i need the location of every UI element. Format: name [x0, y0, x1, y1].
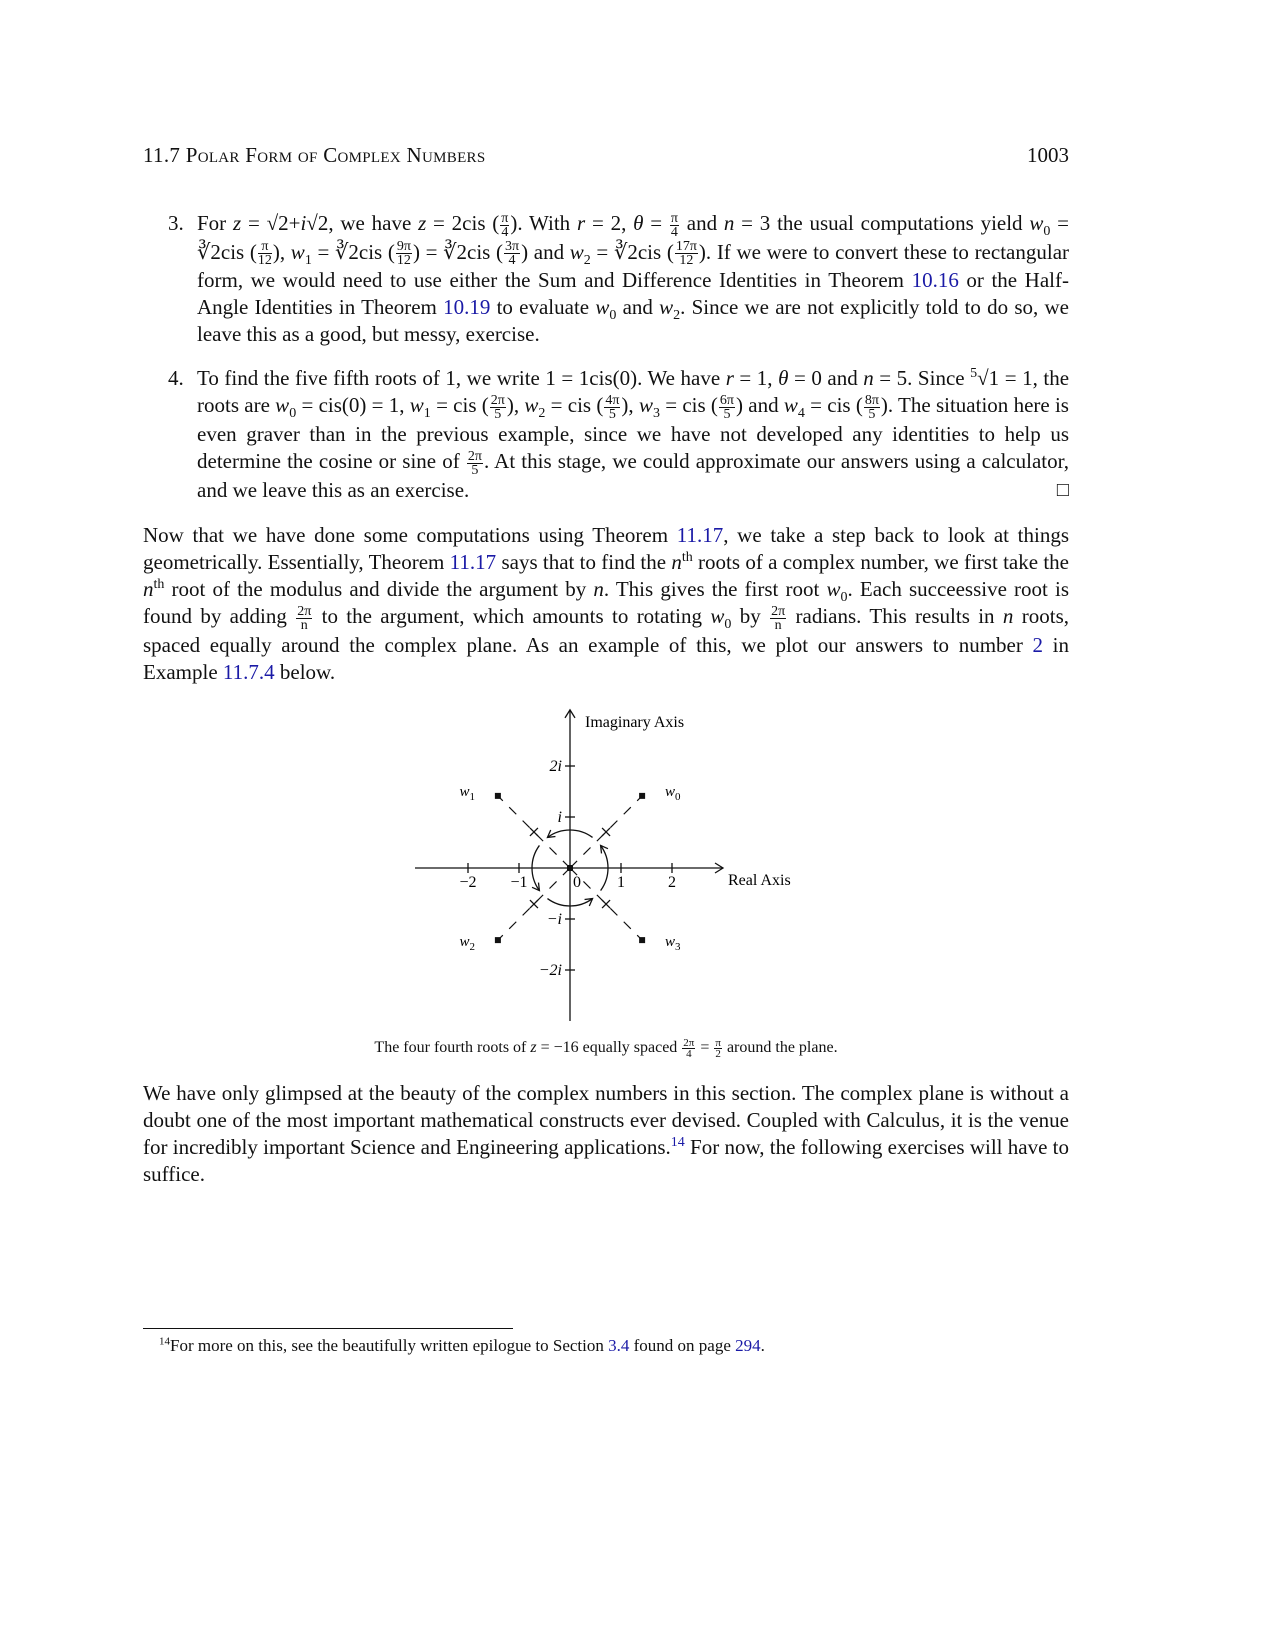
y-tick-label: i — [557, 809, 562, 826]
cross-mark-icon — [602, 900, 610, 908]
x-tick-label: −1 — [510, 874, 528, 891]
text-run: ). With — [510, 211, 577, 235]
subscript: 2 — [673, 308, 681, 324]
subscript: 0 — [289, 406, 297, 422]
fraction — [490, 394, 506, 421]
text-run: = 2cis ( — [426, 211, 500, 235]
text-run: roots, spaced equally around the complex plane. As an example of this, we plot our answers to number — [143, 604, 1070, 657]
text-run: For now, the following exercises will have to suffice. — [143, 1135, 1069, 1186]
text-run: = ∛2cis ( — [590, 239, 674, 264]
footnote-marker-link[interactable]: 14 — [670, 1135, 685, 1150]
cross-mark-icon — [530, 828, 538, 836]
cross-reference-link[interactable]: 11.7.4 — [222, 659, 275, 684]
root-label-base: w — [459, 783, 470, 800]
y-tick-label: −2i — [538, 962, 562, 979]
denominator: 5 — [608, 407, 616, 423]
text-run: . Since we are not explicitly told to do so, we leave this as a good, but messy, exercise. — [197, 295, 1069, 347]
fraction — [604, 394, 620, 421]
root-label-base: w — [459, 934, 470, 951]
root-label-subscript: 0 — [674, 790, 681, 803]
text-run: = — [643, 211, 669, 235]
math-variable: w — [524, 393, 539, 418]
superscript: th — [681, 550, 693, 565]
numerator: 2π — [297, 603, 312, 619]
numerator: 9π — [396, 239, 411, 255]
text-run: = cis ( — [430, 393, 489, 418]
text-run: For more on this, see the beautifully written epilogue to Section — [170, 1336, 609, 1355]
complex-plane-figure — [413, 700, 813, 1030]
math-variable: z — [418, 211, 427, 235]
text-run: = cis(0) = 1, — [296, 393, 410, 418]
text-run: and — [616, 295, 660, 320]
subscript: 1 — [304, 252, 312, 268]
text-run: ), — [621, 393, 639, 418]
text-run: √2, we have — [306, 211, 419, 235]
numerator: π — [715, 1036, 721, 1049]
subscript: 0 — [1043, 224, 1051, 240]
math-variable: θ — [633, 211, 644, 235]
text-run: √1 = 1, the roots are — [197, 366, 1070, 418]
math-variable: n — [143, 577, 154, 601]
text-run: = ∛2cis ( — [197, 211, 1070, 264]
denominator: 5 — [723, 407, 731, 423]
cross-reference-link[interactable]: 11.17 — [676, 523, 724, 547]
numerator: 2π — [771, 603, 786, 619]
text-run: ). The situation here is even graver than in the previous example, since we have not developed any identities to help us determine the cosine or sine of — [197, 393, 1069, 474]
subscript: 1 — [423, 406, 431, 422]
text-run: ), — [506, 393, 525, 418]
math-variable: w — [659, 295, 674, 320]
text-run: says that to find the — [496, 550, 672, 574]
root-label — [460, 934, 476, 953]
fraction — [670, 212, 679, 239]
footnote — [159, 1332, 1059, 1359]
y-tick-label: 2i — [549, 758, 562, 775]
cross-reference-link[interactable]: 10.16 — [911, 268, 959, 293]
cross-mark-icon — [602, 828, 610, 836]
fraction — [864, 394, 880, 421]
cross-reference-link[interactable]: 2 — [1032, 632, 1043, 657]
text-run: = 5. Since — [873, 366, 971, 391]
superscript: 14 — [159, 1335, 170, 1348]
fraction — [675, 240, 698, 267]
cross-reference-link[interactable]: 10.19 — [443, 295, 491, 320]
text-run: = −16 equally spaced — [536, 1039, 682, 1056]
text-run: and — [679, 211, 724, 235]
denominator: 4 — [686, 1047, 692, 1060]
math-variable: w — [783, 393, 798, 418]
page-number: 1003 — [1027, 143, 1069, 167]
root-label — [460, 784, 476, 803]
text-run: = √2+ — [241, 211, 301, 235]
fraction — [296, 605, 312, 632]
text-run: . This gives the first root — [603, 577, 827, 601]
denominator: n — [774, 617, 782, 633]
section-title: 11.7 Polar Form of Complex Numbers — [143, 143, 486, 167]
root-point — [495, 793, 501, 799]
text-run: = cis ( — [804, 393, 863, 418]
text-run: . Each succeessive root is found by adding — [143, 577, 1069, 628]
text-run: below. — [274, 659, 336, 684]
root-label-base: w — [664, 783, 675, 800]
math-variable: r — [725, 366, 734, 391]
math-variable: n — [593, 577, 604, 601]
text-run: around the plane. — [722, 1039, 838, 1056]
math-variable: w — [710, 604, 725, 628]
text-run: , we take a step back to look at things geometrically. Essentially, Theorem — [143, 523, 1069, 574]
fraction — [500, 212, 509, 239]
root-label-subscript: 2 — [469, 941, 476, 954]
cross-reference-link[interactable]: 11.17 — [449, 550, 497, 574]
y-tick-label: −i — [546, 911, 562, 928]
fraction — [258, 240, 272, 267]
numerator: π — [501, 210, 509, 226]
text-run: = 1, — [733, 366, 779, 391]
math-variable: w — [595, 295, 610, 320]
origin-label: 0 — [573, 874, 581, 891]
math-variable: θ — [778, 366, 789, 391]
subscript: 2 — [583, 252, 591, 268]
x-axis-label: Real Axis — [728, 872, 791, 889]
subscript: 4 — [797, 406, 805, 422]
text-run: root of the modulus and divide the argument by — [164, 577, 594, 601]
text-run: = 2, — [585, 211, 634, 235]
denominator: 4 — [508, 253, 516, 269]
fraction — [682, 1038, 695, 1059]
text-run: . At this stage, we could approximate our answers using a calculator, and we leave this as an exercise. — [197, 449, 1069, 502]
math-variable: w — [826, 577, 841, 601]
math-variable: w — [409, 393, 424, 418]
math-variable: w — [290, 239, 305, 264]
y-axis-label: Imaginary Axis — [585, 713, 685, 731]
denominator: 4 — [670, 224, 678, 240]
text-run: roots of a complex number, we first take the — [692, 550, 1069, 574]
math-variable: z — [530, 1039, 537, 1056]
superscript: 5 — [970, 366, 978, 382]
text-run: to the argument, which amounts to rotating — [313, 604, 711, 628]
text-run: in Example — [143, 632, 1069, 684]
fraction — [396, 240, 412, 267]
figure-caption — [143, 1034, 1069, 1061]
x-tick-label: 2 — [668, 874, 676, 891]
math-variable: n — [723, 211, 735, 235]
text-run: or the Half-Angle Identities in Theorem — [197, 268, 1069, 320]
x-tick-label: −2 — [459, 874, 477, 891]
math-variable: n — [671, 550, 682, 574]
x-tick-label: 1 — [617, 874, 625, 891]
text-run: ). If we were to convert these to rectangular form, we would need to use either the Sum and Difference Identities in Theorem — [197, 239, 1070, 293]
denominator: 5 — [868, 407, 876, 423]
text-run: found on page — [629, 1336, 736, 1355]
numerator: 2π — [683, 1036, 695, 1049]
denominator: 5 — [494, 407, 502, 423]
text-run: We have only glimpsed at the beauty of the complex numbers in this section. The complex plane is without a doubt one of the most important mathematical constructs ever devised. Coupled with Calculus, it is the venue for incredibly important Science and Engineering applications. — [143, 1081, 1069, 1159]
subscript: 3 — [652, 406, 660, 422]
fraction — [770, 605, 786, 632]
root-point — [639, 793, 645, 799]
qed-symbol: □ — [1056, 478, 1069, 501]
numerator: π — [670, 210, 678, 226]
text-run: = — [696, 1039, 714, 1056]
numerator: 4π — [605, 393, 620, 409]
math-variable: w — [638, 393, 653, 418]
text-run: by — [731, 604, 770, 628]
cross-reference-link[interactable]: 294 — [735, 1336, 761, 1355]
denominator: n — [300, 617, 308, 633]
subscript: 2 — [538, 406, 546, 422]
text-run: to evaluate — [490, 295, 596, 320]
math-variable: n — [863, 366, 874, 391]
text-run: ) and — [521, 239, 570, 264]
list-item — [143, 210, 1069, 348]
numerator: 2π — [490, 393, 505, 409]
text-run: = cis ( — [659, 393, 718, 418]
math-variable: z — [232, 211, 242, 235]
numerator: 2π — [467, 448, 482, 464]
math-variable: i — [300, 211, 307, 235]
text-run: radians. This results in — [787, 604, 1003, 628]
root-label-base: w — [664, 934, 675, 951]
math-variable: w — [1029, 211, 1044, 235]
math-variable: w — [275, 393, 290, 418]
text-run: Now that we have done some computations using Theorem — [143, 523, 677, 547]
list-item — [143, 365, 1069, 503]
paragraph — [143, 1080, 1069, 1188]
text-run: = 3 the usual computations yield — [734, 211, 1030, 235]
root-label — [665, 784, 681, 803]
fraction — [467, 450, 483, 477]
text-run: = ∛2cis ( — [311, 239, 395, 264]
root-label — [665, 934, 681, 953]
root-label-subscript: 3 — [674, 941, 681, 954]
footnote-rule — [143, 1328, 513, 1329]
subscript: 0 — [840, 590, 848, 606]
subscript: 0 — [724, 617, 732, 633]
text-run: ) and — [736, 393, 784, 418]
text-run: ) = ∛2cis ( — [412, 239, 504, 264]
text-run: = cis ( — [545, 393, 604, 418]
numerator: 6π — [719, 393, 734, 409]
text-run: The four fourth roots of — [374, 1039, 531, 1056]
root-label-subscript: 1 — [469, 790, 476, 803]
numerator: 3π — [505, 239, 520, 255]
paragraph — [143, 522, 1069, 686]
text-run: To find the five fifth roots of 1, we write 1 = 1cis(0). We have — [197, 366, 726, 391]
cross-reference-link[interactable]: 3.4 — [608, 1336, 630, 1355]
fraction — [504, 240, 520, 267]
math-variable: n — [1002, 604, 1014, 628]
denominator: 12 — [396, 253, 411, 269]
superscript: th — [153, 577, 165, 592]
example-list — [143, 210, 1069, 521]
denominator: 2 — [715, 1047, 721, 1060]
fraction — [714, 1038, 722, 1059]
text-run: ), — [272, 239, 291, 264]
fraction — [719, 394, 735, 421]
root-point — [639, 937, 645, 943]
numerator: 17π — [675, 239, 697, 255]
cross-mark-icon — [530, 900, 538, 908]
text-run: = 0 and — [788, 366, 864, 391]
math-variable: w — [569, 239, 584, 264]
denominator: 5 — [471, 462, 479, 478]
running-header — [143, 142, 1069, 169]
denominator: 4 — [501, 224, 509, 240]
text-run: For — [197, 211, 233, 235]
math-variable: r — [576, 211, 586, 235]
item-number: 3. — [168, 211, 184, 235]
denominator: 12 — [679, 253, 694, 269]
numerator: π — [258, 240, 272, 254]
item-number: 4. — [168, 366, 184, 391]
root-point — [495, 937, 501, 943]
denominator: 12 — [257, 253, 272, 269]
text-run: . — [760, 1336, 765, 1355]
numerator: 8π — [864, 393, 879, 409]
subscript: 0 — [609, 308, 617, 324]
